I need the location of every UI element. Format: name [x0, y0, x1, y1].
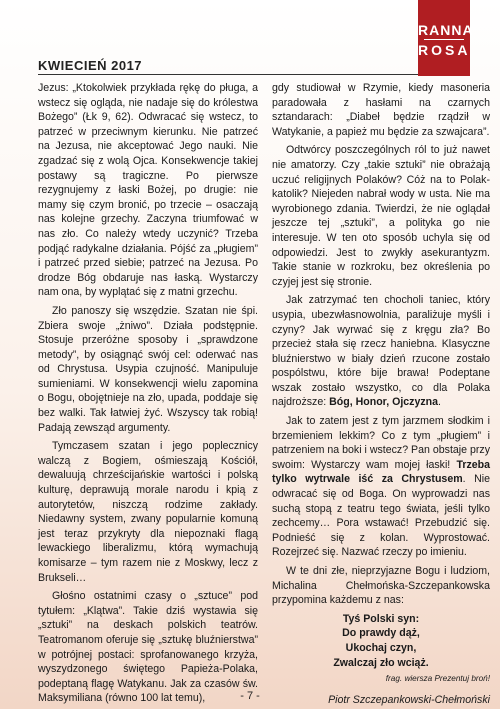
logo-word-ranna: RANNA — [418, 22, 474, 38]
paragraph-text: Jak to zatem jest z tym jarzmem słodkim i brzemieniem lekkim? Co z tym „pługiem” i patrzeniem na boki i wstecz? Pan obstaje przy swoim: Wystarczy wam mojej łaski! — [272, 415, 490, 471]
paragraph-text: Jak zatrzymać ten chocholi taniec, który usypia, ubezwłasnowolnia, paraliżuje myśli i czyny? Jak wyrwać się z kręgu zła? Bo przecież stała się rzecz haniebna. Klasyczne bluźnierstwo w biały dzień rzucone zostało pospólstwu, które bije brawa! Podeptane wszak zostało wszystko, co dla Polaka najdroższe: — [272, 294, 490, 409]
poem-line: Zwalczaj zło wciąż. — [333, 656, 429, 669]
issue-date: KWIECIEŃ 2017 — [38, 58, 143, 73]
left-column — [38, 81, 258, 710]
paragraph: gdy studiował w Rzymie, kiedy masoneria paradowała z hasłami na czarnych sztandarach: „Diabeł będzie rządził w Watykanie, a papież mu będzie za szwajcara”. — [272, 82, 490, 138]
poem-stanza — [272, 612, 490, 670]
right-column — [272, 81, 490, 707]
header-rule — [38, 74, 418, 75]
paragraph: Jezus: „Ktokolwiek przykłada rękę do pługa, a wstecz się ogląda, nie nadaje się do królestwa Bożego” (Łk 9, 62). Odwracać się wstecz, to patrzeć w przeciwnym kierunku. Nie patrzeć na Jezusa, nie akceptować Jego nauki. Nie zgadzać się z wolą Ojca. Konsekwencje takiej postawy są tragiczne. Po pierwsze rezygnujemy z łaski Bożej, po drugie: nie mamy się czym bronić, po trzecie – osaczają nas kolejne grzechy. Zaczyna triumfować w nas zło. Co należy wtedy uczynić? Trzeba podjąć radykalne działania. Pójść za „pługiem” i patrzeć przed siebie; patrzeć na Jezusa. Po drodze Bóg obdaruje nas łaską. Wystarczy nam ona, by wyplątać się z matni grzechu. — [38, 82, 258, 299]
paragraph — [272, 414, 490, 560]
poem-line: Tyś Polski syn: — [342, 612, 420, 625]
logo-word-rosa: ROSA — [418, 42, 471, 58]
logo-divider — [424, 39, 464, 40]
poem-line: Do prawdy dąż, — [342, 627, 420, 640]
paragraph: W te dni złe, nieprzyjazne Bogu i ludziom, Michalina Chełmońska-Szczepankowska przypomina każdemu z nas: — [272, 565, 490, 607]
author-signature: Piotr Szczepankowski-Chełmoński — [328, 693, 490, 706]
paragraph: Jak zatrzymać ten chocholi taniec, który usypia, ubezwłasnowolnia, paraliżuje myśli i czyny? Jak wyrwać się z kręgu zła? Bo przecież stała się rzecz haniebna. Klasyczne bluźnierstwo w biały dzień rzucone zostało pospólstwu, które bije brawa! Podeptane wszak zostało wszystko, co dla Polaka najdroższe: Bóg, Honor, Ojczyzna. — [272, 294, 490, 409]
paragraph: Głośno ostatnimi czasy o „sztuce” pod tytułem: „Klątwa”. Takie dziś wystawia się „sztuki” na deskach polskich teatrów. Teatromanom oferuje się „sztukę bluźnierstwa” w potrójnej postaci: sprofanowanego krzyża, wyszydzonego świętego Papieża-Polaka, podeptaną flagę Watykanu. Jak za czasów św. Maksymiliana (równo 100 lat temu), — [38, 590, 258, 705]
paragraph-text: . Nie odwracać się od Boga. On wyprowadzi nas suchą stopą z teatru tego świata, jeśli tylko zechcemy… Pora wstawać! Przebudzić się. Podnieść się z kolan. Wyprostować. Rozejrzeć się. Nazwać rzeczy po imieniu. — [272, 473, 490, 559]
paragraph: Tymczasem szatan i jego poplecznicy walczą z Bogiem, ośmieszają Kościół, dewaluują chrześcijańskie wartości i polską kulturę, deprawują morale narodu i kpią z autorytetów, niszczą rodzime zakłady. Niedawny system, zwany popularnie komuną jest teraz przykryty dla niepoznaki flagą lewackiego liberalizmu, którą wymachują komisarze – tym razem nie z Moskwy, lecz z Brukseli… — [38, 440, 258, 584]
paragraph: Zło panoszy się wszędzie. Szatan nie śpi. Zbiera swoje „żniwo”. Działa podstępnie. Stosuje przeróżne sposoby i „sprawdzone metody”, by osiągnąć swój cel: oderwać nas od Chrystusa. Usypia czujność. Manipuluje sumieniami. W konsekwencji wielu zapomina o Bogu, obojętnieje na zło, upada, poddaje się bez walki. Tak łatwiej żyć. Wszyscy tak robią! Padają zewsząd argumenty. — [38, 304, 258, 434]
page-number: - 7 - — [240, 690, 260, 702]
poem-source: frag. wiersza Prezentuj broń! — [385, 674, 490, 684]
poem-line: Ukochaj czyn, — [345, 641, 417, 654]
bold-phrase: Trzeba tylko wytrwale iść za Chrystusem — [272, 458, 490, 486]
magazine-logo — [418, 0, 474, 76]
paragraph: Odtwórcy poszczególnych ról to już nawet nie amatorzy. Czy „takie sztuki” nie obrażają uczuć religijnych Polaków? Cóż na to Polak-katolik? Niejeden nabrał wody w usta. Nie ma wyrobionego zdania. Twierdzi, że nie oglądał jeszcze tej „sztuki”, a polityka go nie interesuje. W ten oto sposób uchyla się od odpowiedzi. Jest to zwykły asekurantyzm. Takie stanie w rozkroku, bez określenia po czyjej jest się stronie. — [272, 144, 490, 288]
bold-phrase: Bóg, Honor, Ojczyzna — [329, 396, 439, 409]
